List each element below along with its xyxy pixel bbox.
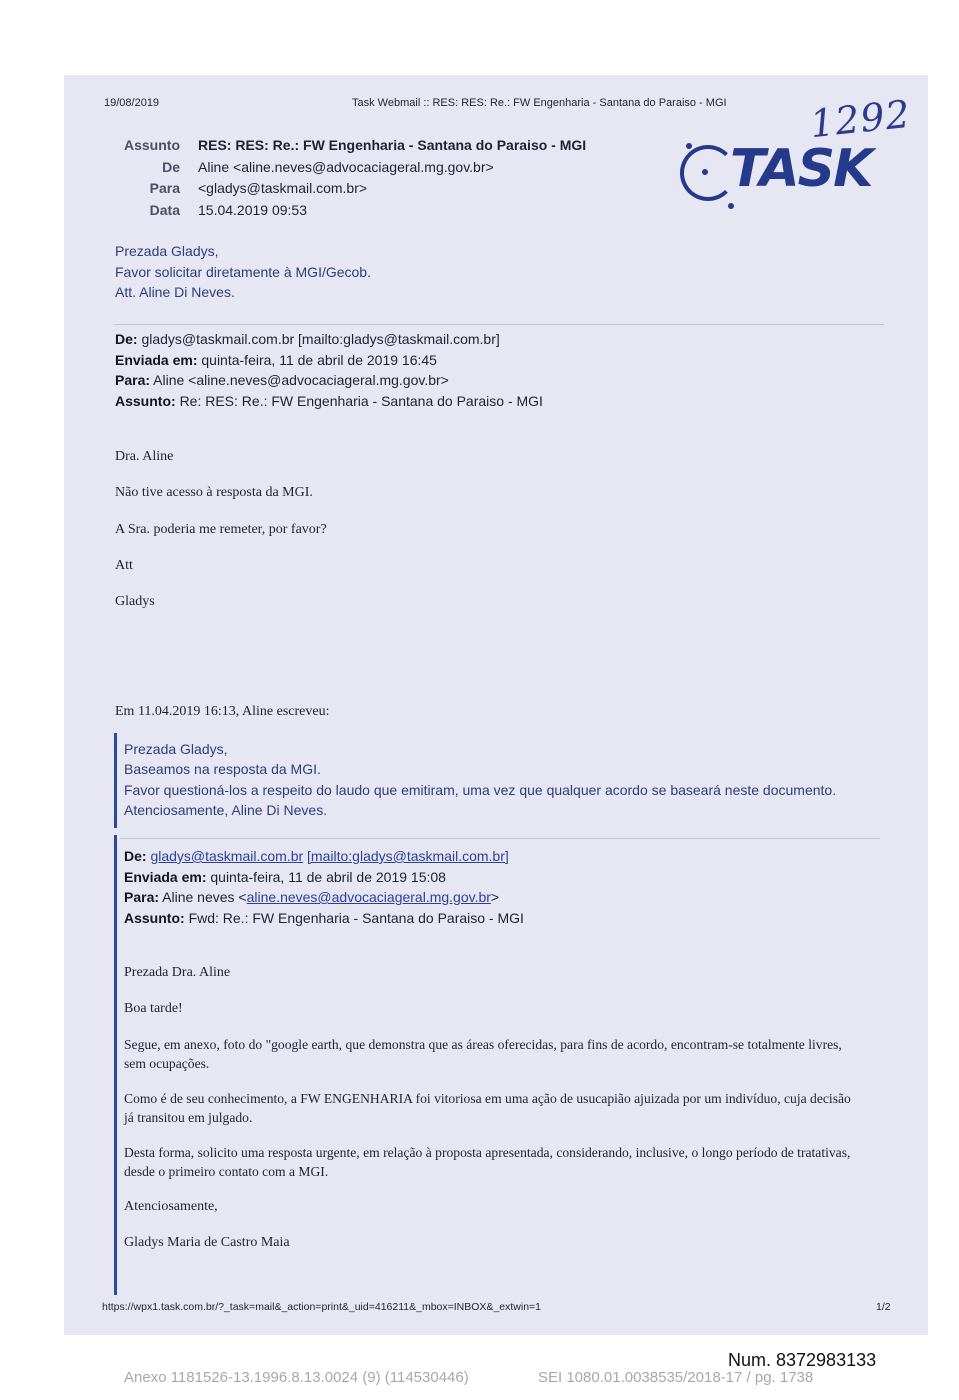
fwd1-body-line: A Sra. poderia me remeter, por favor?	[115, 522, 327, 537]
fwd1-to-label: Para:	[115, 372, 151, 388]
fwd1-body-line: Não tive acesso à resposta da MGI.	[115, 485, 313, 500]
divider	[114, 324, 884, 325]
fwd2-from-mailto-link[interactable]: [mailto:gladys@taskmail.com.br]	[307, 848, 509, 864]
print-url: https://wpx1.task.com.br/?_task=mail&_action=print&_uid=416211&_mbox=INBOX&_extwin=1	[102, 1301, 542, 1313]
print-date: 19/08/2019	[104, 97, 160, 109]
quote-bar	[114, 835, 117, 1295]
forward-header-2	[124, 846, 524, 928]
fwd2-from-email-link[interactable]: gladys@taskmail.com.br	[150, 848, 304, 864]
quote-intro: Em 11.04.2019 16:13, Aline escreveu:	[115, 704, 330, 719]
fwd2-sent: quinta-feira, 11 de abril de 2019 15:08	[210, 868, 446, 885]
logo-dot-icon	[728, 203, 734, 209]
date-label: Data	[149, 201, 180, 218]
to-label: Para	[149, 180, 180, 196]
message-body	[115, 241, 371, 303]
fwd2-to-close: >	[490, 889, 500, 905]
fwd1-to: Aline <aline.neves@advocaciageral.mg.gov.br>	[153, 372, 449, 388]
fwd2-to-email-link[interactable]: aline.neves@advocaciageral.mg.gov.br	[246, 889, 491, 905]
handwritten-page-number: 1292	[807, 91, 913, 147]
subject-value: RES: RES: Re.: FW Engenharia - Santana do Paraiso - MGI	[198, 137, 587, 153]
fwd2-greeting: Prezada Dra. Aline	[124, 965, 231, 980]
fwd2-paragraph: Segue, em anexo, foto do "google earth, que demonstra que as áreas oferecidas, para fins de acordo, encontram-se totalmente livres, sem ocupações.	[124, 1037, 842, 1071]
annex-stamp: Anexo 1181526-13.1996.8.13.0024 (9) (114530446)	[124, 1369, 469, 1386]
fwd2-sent-label: Enviada em:	[124, 868, 207, 885]
sei-stamp: SEI 1080.01.0038535/2018-17 / pg. 1738	[538, 1369, 814, 1386]
fwd1-body-line: Att	[115, 558, 133, 573]
fwd1-body-line: Gladys	[115, 594, 155, 609]
scanned-page	[64, 75, 928, 1335]
task-logo-icon	[680, 133, 872, 213]
forward-header-1	[115, 329, 543, 411]
quote-line: Prezada Gladys,	[124, 741, 228, 757]
fwd2-to-label: Para:	[124, 889, 160, 905]
quote-line: Baseamos na resposta da MGI.	[124, 761, 321, 778]
fwd2-subject-label: Assunto:	[124, 909, 185, 926]
from-label: De	[162, 158, 180, 175]
fwd2-paragraph: Boa tarde!	[124, 1001, 183, 1016]
fwd2-to-name: Aline neves <	[162, 889, 247, 905]
fwd1-sent: quinta-feira, 11 de abril de 2019 16:45	[201, 351, 437, 368]
fwd1-subject: Re: RES: Re.: FW Engenharia - Santana do Paraiso - MGI	[179, 392, 543, 409]
body-line: Att. Aline Di Neves.	[115, 284, 235, 300]
print-page-number: 1/2	[876, 1301, 891, 1313]
fwd1-sent-label: Enviada em:	[115, 351, 198, 368]
fwd2-from-label: De:	[124, 848, 147, 864]
logo-dot-icon	[702, 169, 708, 175]
fwd2-paragraph: Como é de seu conhecimento, a FW ENGENHARIA foi vitoriosa em uma ação de usucapião ajuizada por um indivíduo, cuja decisão já transitou em julgado.	[124, 1091, 851, 1125]
quote-line: Atenciosamente, Aline Di Neves.	[124, 801, 328, 818]
fwd2-paragraph: Desta forma, solicito uma resposta urgente, em relação à proposta apresentada, considerando, inclusive, o longo período de tratativas, desde o primeiro contato com a MGI.	[124, 1145, 851, 1179]
fwd1-from-label: De:	[115, 331, 138, 347]
date-value: 15.04.2019 09:53	[198, 201, 307, 218]
logo-dot-icon	[686, 143, 692, 149]
quote-body	[124, 739, 836, 820]
subject-label: Assunto	[124, 137, 180, 153]
divider	[120, 838, 880, 839]
quote-bar	[114, 733, 117, 828]
document-number-stamp: Num. 8372983133	[728, 1350, 877, 1370]
fwd2-signature: Gladys Maria de Castro Maia	[124, 1235, 290, 1250]
fwd1-from: gladys@taskmail.com.br [mailto:gladys@taskmail.com.br]	[141, 331, 500, 347]
body-line: Prezada Gladys,	[115, 243, 219, 259]
from-value: Aline <aline.neves@advocaciageral.mg.gov.br>	[198, 158, 494, 175]
fwd2-paragraph: Atenciosamente,	[124, 1199, 218, 1214]
logo-ring-icon	[680, 145, 736, 201]
fwd1-body-line: Dra. Aline	[115, 449, 174, 464]
fwd1-subject-label: Assunto:	[115, 392, 176, 409]
to-value: <gladys@taskmail.com.br>	[198, 180, 368, 196]
fwd2-subject: Fwd: Re.: FW Engenharia - Santana do Paraiso - MGI	[188, 909, 524, 926]
body-line: Favor solicitar diretamente à MGI/Gecob.	[115, 263, 371, 280]
quote-line: Favor questioná-los a respeito do laudo que emitiram, uma vez que qualquer acordo se baseará neste documento.	[124, 781, 837, 798]
message-headers	[114, 135, 586, 221]
print-title: Task Webmail :: RES: RES: Re.: FW Engenharia - Santana do Paraiso - MGI	[352, 97, 727, 109]
logo-text: TASK	[730, 139, 872, 199]
